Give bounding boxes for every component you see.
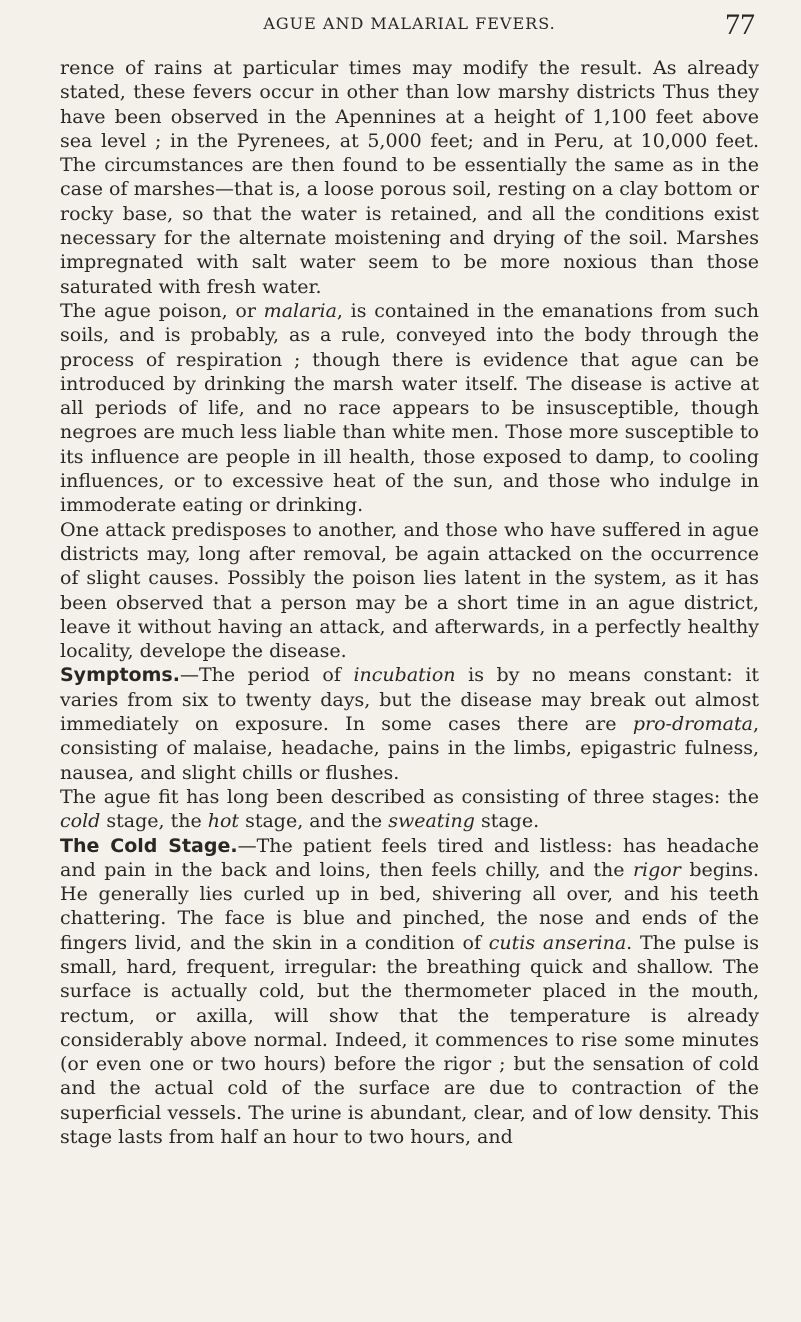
- paragraph-text: rence of rains at particular times may modify the result. As already stated, these fevers occur in other than low marshy districts Thus they have been observed in the Apennines at a height of 1,100 feet above sea level ; in the Pyrenees, at 5,000 feet; and in Peru, at 10,000 feet. The circumstances are then found to be essentially the same as in the case of marshes—that is, a loose porous soil, resting on a clay bottom or rocky base, so that the water is retained, and all the conditions exist necessary for the alternate moistening and drying of the soil. Marshes impregnated with salt water seem to be more noxious than those saturated with fresh water.: [60, 57, 759, 298]
- running-title: AGUE AND MALARIAL FEVERS.: [263, 14, 556, 33]
- paragraph-text: One attack predisposes to another, and those who have suffered in ague districts may, long after removal, be again attacked on the occurrence of slight causes. Possibly the poison lies latent in the system, as it has been observed that a person may be a short time in an ague district, leave it without having an attack, and afterwards, in a perfectly healthy locality, develope the disease.: [60, 518, 759, 663]
- paragraph-text: . The pulse is small, hard, frequent, irregular: the breathing quick and shallow. The surface is actually cold, but the thermometer placed in the mouth, rectum, or axilla, will show that the temperature is already considerably above normal. Indeed, it commences to rise some minutes (or even one or two hours) before the rigor ; but the sensation of cold and the actual cold of the surface are due to contraction of the superficial vessels. The urine is abundant, clear, and of low density. This stage lasts from half an hour to two hours, and: [60, 931, 759, 1149]
- paragraph-text: , consisting of malaise, headache, pains in the limbs, epigastric fulness, nausea, and slight chills or flushes.: [60, 713, 759, 784]
- section-heading-cold-stage: The Cold Stage.: [60, 834, 238, 857]
- term-hot: hot: [207, 810, 240, 833]
- paragraph-text: , is contained in the emanations from such soils, and is probably, as a rule, conveyed into the body through the process of respiration ; though there is evidence that ague can be introduced by drinking the marsh water itself. The disease is active at all periods of life, and no race appears to be insusceptible, though negroes are much less liable than white men. Those more susceptible to its influence are people in ill health, those exposed to damp, to cooling influences, or to excessive heat of the sun, and those who indulge in immoderate eating or drinking.: [60, 299, 759, 517]
- term-rigor: rigor: [632, 858, 681, 881]
- paragraph-text: is by no means constant: it varies from six to twenty days, but the disease may break out almost immediately on exposure. In some cases there are: [60, 664, 759, 736]
- paragraph-text: stage, the: [100, 810, 208, 833]
- paragraph-text: stage, and the: [239, 810, 389, 833]
- paragraph-symptoms: [60, 663, 759, 784]
- section-heading-symptoms: Symptoms.: [60, 664, 180, 687]
- term-incubation: incubation: [353, 664, 456, 687]
- term-sweating: sweating: [388, 810, 475, 833]
- paragraph-text: —The patient feels tired and listless: has headache and pain in the back and loins, then feels chilly, and the: [60, 834, 759, 881]
- paragraph-text: The ague fit has long been described as consisting of three stages: the: [60, 785, 759, 808]
- paragraph-text: The ague poison, or: [60, 299, 264, 322]
- term-cutis-anserina: cutis anserina: [488, 931, 627, 954]
- paragraph-three-stages: [60, 785, 759, 834]
- paragraph-ague-poison: [60, 299, 759, 518]
- body-text: [60, 56, 759, 1149]
- term-cold: cold: [60, 810, 101, 833]
- paragraph-cold-stage: [60, 834, 759, 1150]
- paragraph-text: begins. He generally lies curled up in bed, shivering all over, and his teeth chattering. The face is blue and pinched, the nose and ends of the fingers livid, and the skin in a condition of: [60, 858, 759, 954]
- paragraph-text: —The period of: [179, 664, 354, 687]
- term-prodromata: pro-dromata: [632, 713, 753, 736]
- paragraph-text: stage.: [474, 810, 540, 833]
- term-malaria: malaria: [263, 299, 337, 322]
- paragraph-predisposition: [60, 518, 759, 664]
- paragraph-rains-and-elevation: [60, 56, 759, 299]
- page-number: 77: [725, 8, 755, 41]
- running-head: [60, 10, 759, 40]
